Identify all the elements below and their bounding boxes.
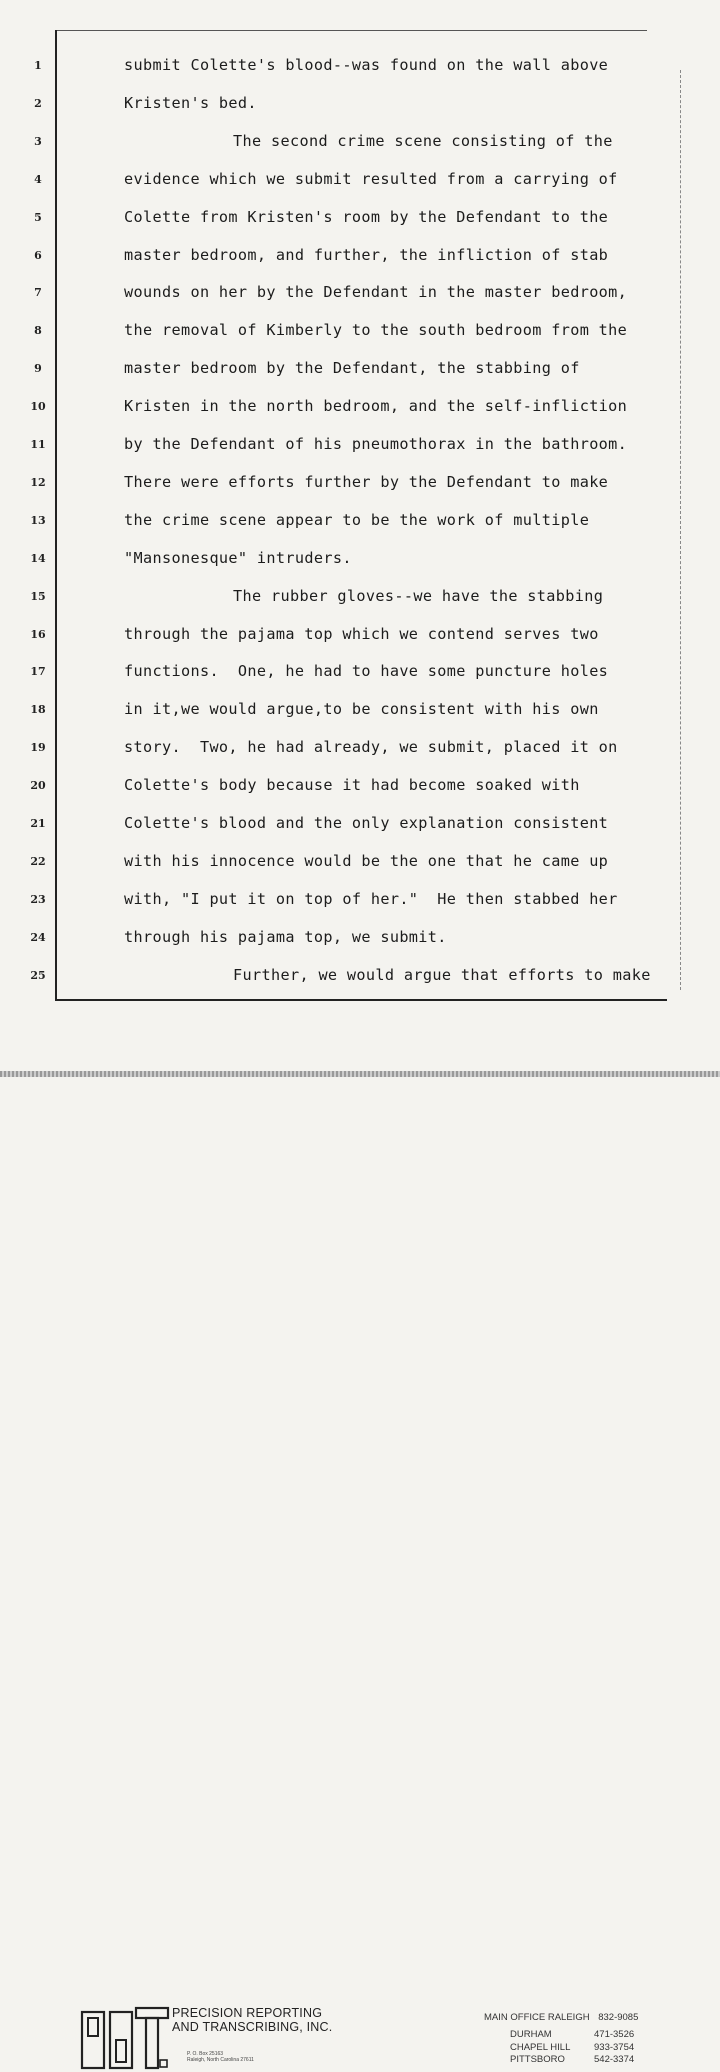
left-margin-rule	[55, 30, 57, 1000]
transcript-line: "Mansonesque" intruders.	[124, 549, 352, 567]
right-margin-rule	[680, 70, 682, 990]
office-phone: 542-3374	[594, 2054, 635, 2065]
line-number: 14	[30, 552, 46, 565]
line-number: 16	[30, 628, 46, 641]
line-number: 6	[34, 249, 42, 262]
line-number: 20	[30, 779, 46, 792]
transcript-line: evidence which we submit resulted from a carrying of	[124, 170, 618, 188]
transcript-line: the crime scene appear to be the work of multiple	[124, 511, 590, 529]
line-number: 3	[34, 135, 42, 148]
company-logo	[80, 2006, 170, 2072]
line-number: 18	[30, 703, 46, 716]
office-phone: 471-3526	[594, 2029, 635, 2040]
transcript-line: functions. One, he had to have some puncture holes	[124, 662, 609, 680]
transcript-line: Colette's blood and the only explanation consistent	[124, 814, 609, 832]
line-number: 11	[30, 438, 46, 451]
main-office-row	[484, 2012, 638, 2023]
transcript-line: submit Colette's blood--was found on the wall above	[124, 56, 609, 74]
line-number: 9	[34, 362, 42, 375]
line-number: 13	[30, 514, 46, 527]
line-number: 1	[34, 59, 42, 72]
main-office-phone: 832-9085	[598, 2012, 639, 2023]
company-name-line-2: AND TRANSCRIBING, INC.	[172, 2020, 333, 2034]
line-number: 10	[30, 400, 46, 413]
transcript-line: The rubber gloves--we have the stabbing	[233, 587, 604, 605]
office-name: DURHAM	[510, 2029, 552, 2040]
transcript-line: Colette's body because it had become soaked with	[124, 776, 580, 794]
line-number: 5	[34, 211, 42, 224]
transcript-line: the removal of Kimberly to the south bedroom from the	[124, 321, 628, 339]
transcript-line: Colette from Kristen's room by the Defendant to the	[124, 208, 609, 226]
company-address	[187, 2051, 254, 2063]
line-number: 24	[30, 931, 46, 944]
transcript-line: wounds on her by the Defendant in the master bedroom,	[124, 283, 628, 301]
office-name: PITTSBORO	[510, 2054, 565, 2065]
transcript-line: master bedroom, and further, the infliction of stab	[124, 246, 609, 264]
line-number: 21	[30, 817, 46, 830]
transcript-line: The second crime scene consisting of the	[233, 132, 613, 150]
company-name-line-1: PRECISION REPORTING	[172, 2006, 323, 2020]
address-line-1: P. O. Box 25163	[187, 2051, 224, 2057]
top-border	[55, 30, 647, 31]
scan-edge	[0, 1071, 720, 1077]
line-number: 23	[30, 893, 46, 906]
line-number: 8	[34, 324, 42, 337]
line-number: 25	[30, 969, 46, 982]
transcript-line: master bedroom by the Defendant, the stabbing of	[124, 359, 580, 377]
line-number: 12	[30, 476, 46, 489]
office-phone: 933-3754	[594, 2041, 635, 2053]
line-number: 17	[30, 665, 46, 678]
page-footer	[0, 1000, 720, 2065]
transcript-line: There were efforts further by the Defendant to make	[124, 473, 609, 491]
line-number: 22	[30, 855, 46, 868]
office-name: CHAPEL HILL	[510, 2041, 571, 2053]
transcript-line: story. Two, he had already, we submit, placed it on	[124, 738, 618, 756]
transcript-line: with, "I put it on top of her." He then stabbed her	[124, 890, 618, 908]
transcript-line: Kristen in the north bedroom, and the self-infliction	[124, 397, 628, 415]
line-number: 15	[30, 590, 46, 603]
line-number: 4	[34, 173, 42, 186]
transcript-line: with his innocence would be the one that he came up	[124, 852, 609, 870]
address-line-2: Raleigh, North Carolina 27611	[187, 2057, 254, 2063]
line-number: 2	[34, 97, 42, 110]
transcript-line: in it,we would argue,to be consistent with his own	[124, 700, 599, 718]
transcript-line: through the pajama top which we contend serves two	[124, 625, 599, 643]
main-office-label: MAIN OFFICE RALEIGH	[484, 2012, 590, 2023]
transcript-line: by the Defendant of his pneumothorax in the bathroom.	[124, 435, 628, 453]
transcript-line: Kristen's bed.	[124, 94, 257, 112]
company-name	[172, 2006, 332, 2034]
transcript-line: through his pajama top, we submit.	[124, 928, 447, 946]
transcript-line: Further, we would argue that efforts to make	[233, 966, 651, 984]
line-number: 19	[30, 741, 46, 754]
line-number: 7	[34, 286, 42, 299]
